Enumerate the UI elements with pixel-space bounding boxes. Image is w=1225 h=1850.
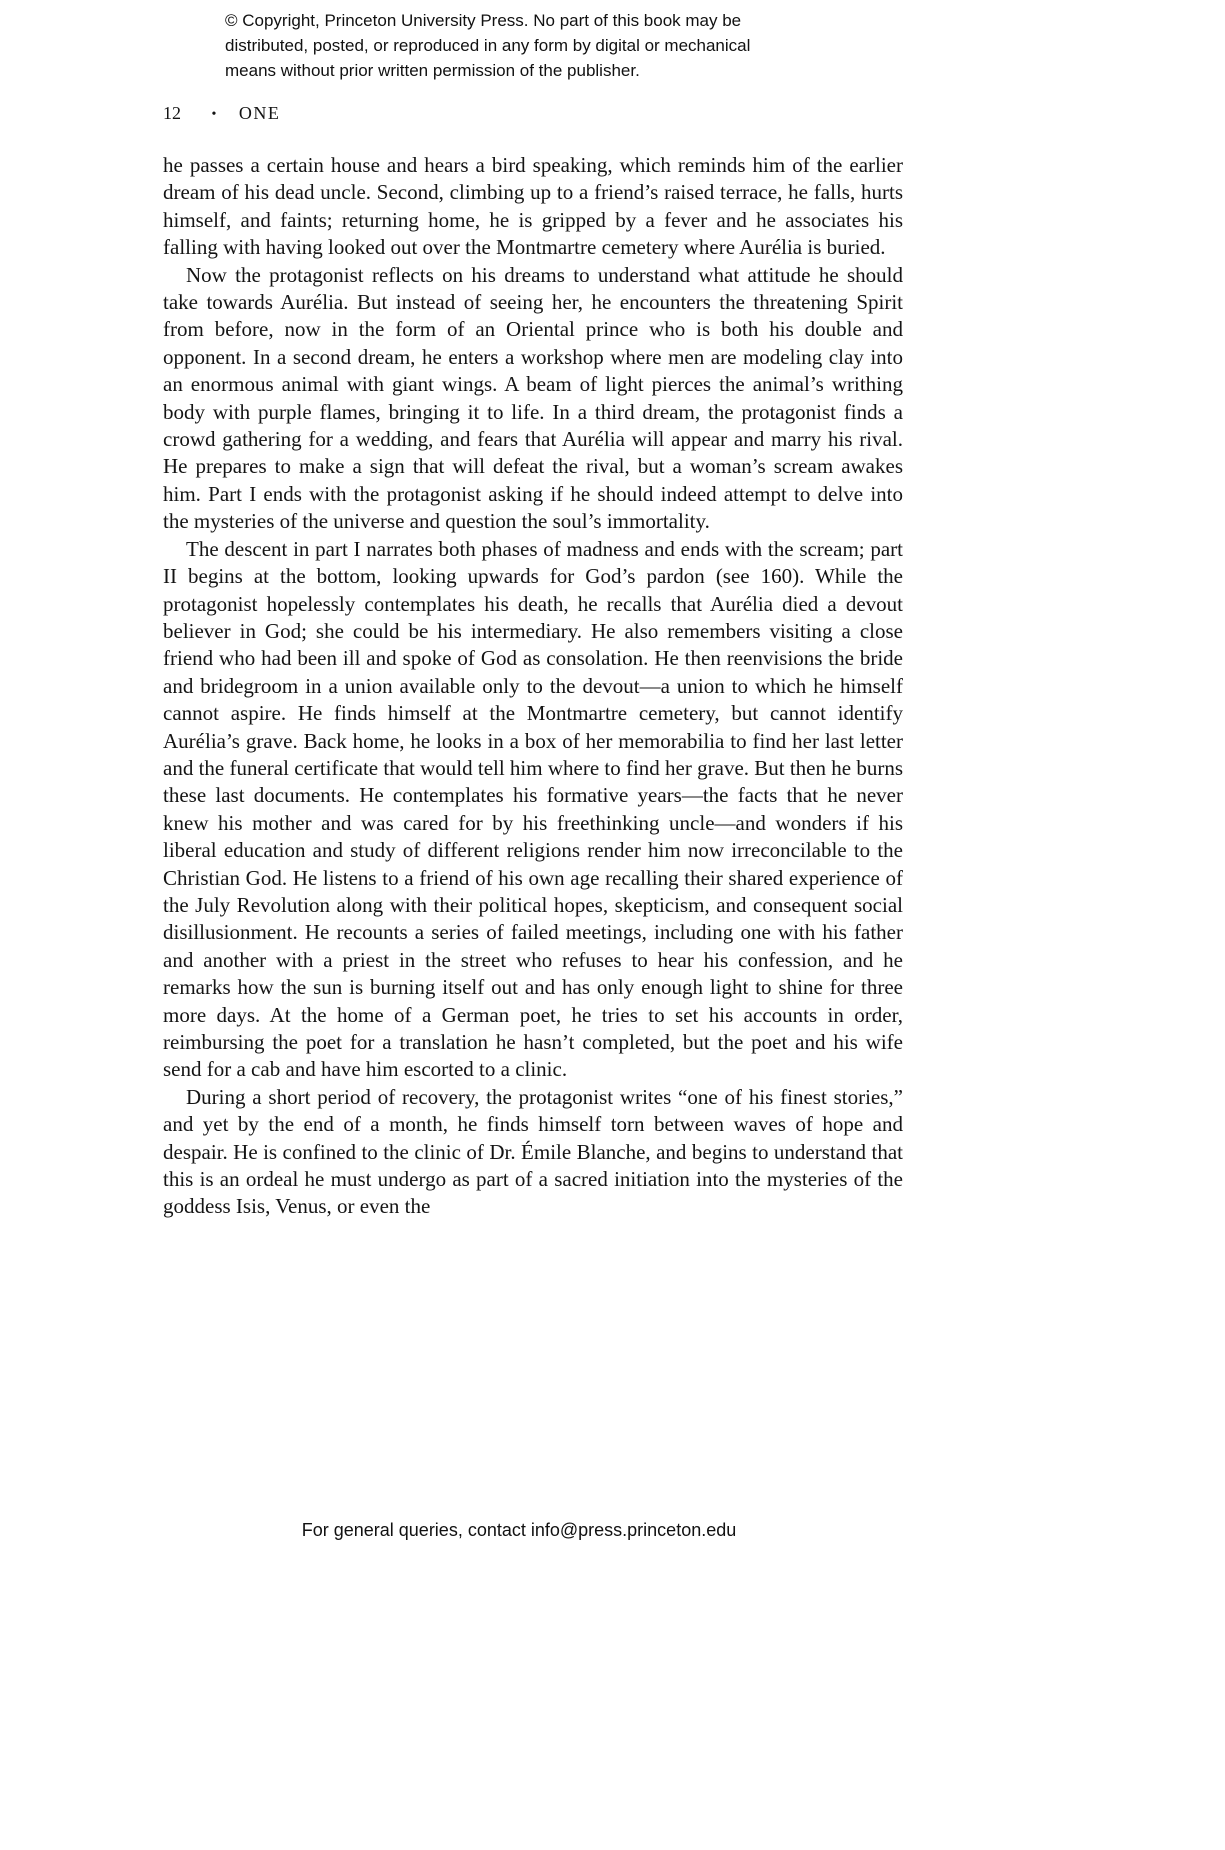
copyright-line-2: distributed, posted, or reproduced in any form by digital or mechanical xyxy=(225,36,751,55)
chapter-label: ONE xyxy=(238,103,281,123)
copyright-line-1: © Copyright, Princeton University Press. No part of this book may be xyxy=(225,11,742,30)
running-head xyxy=(163,103,280,124)
paragraph: During a short period of recovery, the protagonist writes “one of his finest stories,” and yet by the end of a month, he finds himself torn between waves of hope and despair. He is confined to the clinic of Dr. Émile Blanche, and begins to understand that this is an ordeal he must undergo as part of a sacred initiation into the mysteries of the goddess Isis, Venus, or even the xyxy=(163,1084,903,1219)
page-footer: For general queries, contact info@press.princeton.edu xyxy=(301,1520,737,1540)
paragraph: Now the protagonist reflects on his dreams to understand what attitude he should take towards Aurélia. But instead of seeing her, he encounters the threatening Spirit from before, now in the form of an Oriental prince who is both his double and opponent. In a second dream, he enters a workshop where men are modeling clay into an enormous animal with giant wings. A beam of light pierces the animal’s writhing body with purple flames, bringing it to life. In a third dream, the protagonist finds a crowd gathering for a wedding, and fears that Aurélia will appear and marry his rival. He prepares to make a sign that will defeat the rival, but a woman’s scream awakes him. Part I ends with the protagonist asking if he should indeed attempt to delve into the mysteries of the universe and question the soul’s immortality. xyxy=(163,262,903,534)
paragraph: he passes a certain house and hears a bird speaking, which reminds him of the earlier dream of his dead uncle. Second, climbing up to a friend’s raised terrace, he falls, hurts himself, and faints; returning home, he is gripped by a fever and he associates his falling with having looked out over the Montmartre cemetery where Aurélia is buried. xyxy=(163,153,903,260)
paragraph: The descent in part I narrates both phases of madness and ends with the scream; part II begins at the bottom, looking upwards for God’s pardon (see 160). While the protagonist hopelessly contemplates his death, he recalls that Aurélia died a devout believer in God; she could be his intermediary. He also remembers visiting a close friend who had been ill and spoke of God as consolation. He then reenvisions the bride and bridegroom in a union available only to the devout—a union to which he himself cannot aspire. He finds himself at the Montmartre cemetery, but cannot identify Aurélia’s grave. Back home, he looks in a box of her memorabilia to find her last letter and the funeral certificate that would tell him where to find her grave. But then he burns these last documents. He contemplates his formative years—the facts that he never knew his mother and was cared for by his freethinking uncle—and wonders if his liberal education and study of different religions render him now irreconcilable to the Christian God. He listens to a friend of his own age recalling their shared experience of the July Revolution along with their political hopes, skepticism, and consequent social disillusionment. He recounts a series of failed meetings, including one with his father and another with a priest in the street who refuses to hear his confession, and he remarks how the sun is burning itself out and has only enough light to shine for three more days. At the home of a German poet, he tries to set his accounts in order, reimbursing the poet for a translation he hasn’t completed, but the poet and his wife send for a cab and have him escorted to a clinic. xyxy=(163,536,903,1082)
copyright-line-3: means without prior written permission of the publisher. xyxy=(225,61,640,80)
copyright-notice xyxy=(225,8,750,83)
page-number: 12 xyxy=(163,103,181,123)
bullet-separator: • xyxy=(211,107,217,122)
body-text xyxy=(163,152,903,1221)
